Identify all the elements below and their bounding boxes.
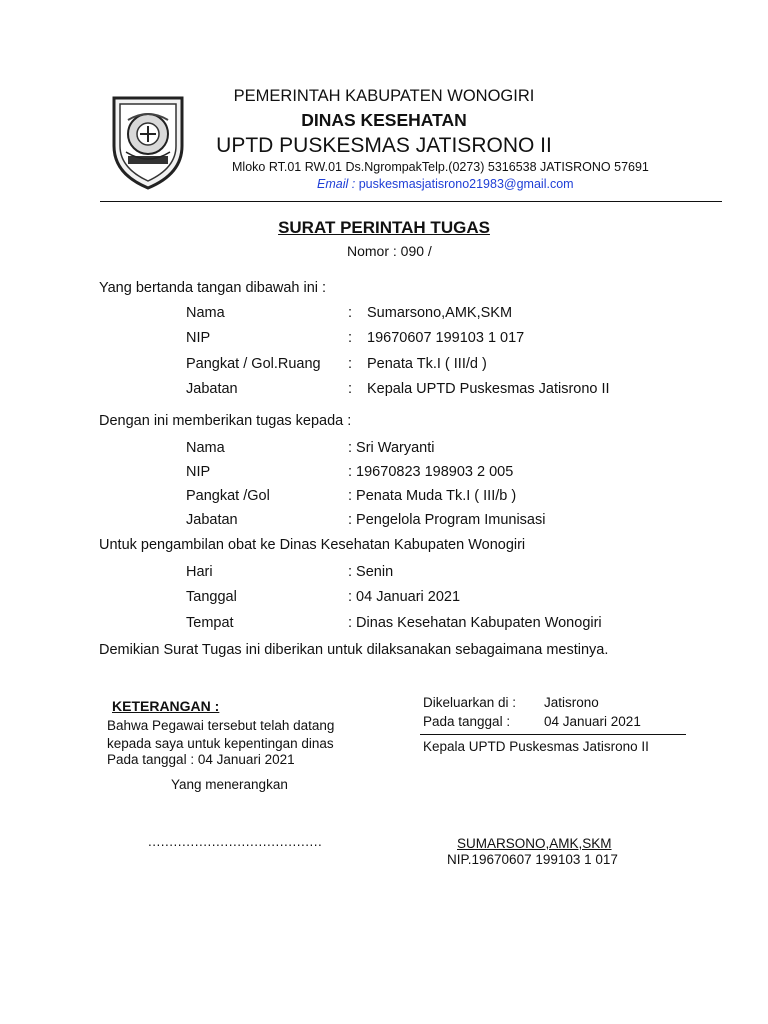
schedule-day-label: Hari xyxy=(186,564,213,580)
keterangan-line-4: Yang menerangkan xyxy=(171,777,288,792)
issued-place-label: Dikeluarkan di : xyxy=(423,695,517,710)
signer-nip-value: 19670607 199103 1 017 xyxy=(367,330,525,346)
signer-rank-label: Pangkat / Gol.Ruang xyxy=(186,356,321,372)
signer-name-value: Sumarsono,AMK,SKM xyxy=(367,305,513,321)
header-address: Mloko RT.01 RW.01 Ds.NgrompakTelp.(0273) 5316538 JATISRONO 57691 xyxy=(232,160,649,174)
keterangan-title: KETERANGAN : xyxy=(112,698,220,714)
letter-title: SURAT PERINTAH TUGAS xyxy=(278,218,490,237)
assignee-intro: Dengan ini memberikan tugas kepada : xyxy=(99,413,352,429)
signer-rank-value: Penata Tk.I ( III/d ) xyxy=(367,356,487,372)
signer-name-label: Nama xyxy=(186,305,225,321)
signer-position-colon: : xyxy=(348,381,353,397)
schedule-date-label: Tanggal xyxy=(186,589,237,605)
assignee-rank-value: : Penata Muda Tk.I ( III/b ) xyxy=(348,488,517,504)
assignee-rank-label: Pangkat /Gol xyxy=(186,488,270,504)
keterangan-signature-dots: ......................................... xyxy=(148,834,323,849)
keterangan-line-3: Pada tanggal : 04 Januari 2021 xyxy=(107,752,295,767)
assignee-position-label: Jabatan xyxy=(186,512,238,528)
signer-rank-colon: : xyxy=(348,356,353,372)
letter-number: Nomor : 090 / xyxy=(347,243,432,259)
header-email-row xyxy=(317,177,574,191)
issued-divider xyxy=(420,734,686,735)
signer-position-value: Kepala UPTD Puskesmas Jatisrono II xyxy=(367,381,610,397)
signer-position-label: Jabatan xyxy=(186,381,238,397)
assignee-name-value: : Sri Waryanti xyxy=(348,440,435,456)
signer-nip-label: NIP xyxy=(186,330,211,346)
issued-date-label: Pada tanggal : xyxy=(423,714,511,729)
keterangan-line-1: Bahwa Pegawai tersebut telah datang xyxy=(107,718,335,733)
header-institution: UPTD PUSKESMAS JATISRONO II xyxy=(216,134,552,157)
signer-intro: Yang bertanda tangan dibawah ini : xyxy=(99,280,327,296)
schedule-day-value: : Senin xyxy=(348,564,394,580)
signer-name-colon: : xyxy=(348,305,353,321)
header-government: PEMERINTAH KABUPATEN WONOGIRI xyxy=(233,87,535,105)
assignee-name-label: Nama xyxy=(186,440,225,456)
schedule-date-value: : 04 Januari 2021 xyxy=(348,589,461,605)
purpose-text: Untuk pengambilan obat ke Dinas Kesehatan Kabupaten Wonogiri xyxy=(99,537,526,553)
assignee-nip-value: : 19670823 198903 2 005 xyxy=(348,464,514,480)
assignee-nip-label: NIP xyxy=(186,464,211,480)
header-department: DINAS KESEHATAN xyxy=(301,110,467,130)
keterangan-line-2: kepada saya untuk kepentingan dinas xyxy=(107,736,334,751)
schedule-place-label: Tempat xyxy=(186,615,234,631)
header-divider xyxy=(100,201,722,202)
closing-text: Demikian Surat Tugas ini diberikan untuk dilaksanakan sebagaimana mestinya. xyxy=(99,642,609,658)
issued-position: Kepala UPTD Puskesmas Jatisrono II xyxy=(423,739,649,754)
email-link[interactable]: puskesmasjatisrono21983@gmail.com xyxy=(358,177,574,191)
signer-nip-colon: : xyxy=(348,330,353,346)
assignee-position-value: : Pengelola Program Imunisasi xyxy=(348,512,546,528)
email-label: Email : xyxy=(317,177,356,191)
issued-place-value: Jatisrono xyxy=(544,695,599,710)
schedule-place-value: : Dinas Kesehatan Kabupaten Wonogiri xyxy=(348,615,602,631)
issued-date-value: 04 Januari 2021 xyxy=(544,714,641,729)
signatory-nip: NIP.19670607 199103 1 017 xyxy=(447,852,618,867)
signatory-name: SUMARSONO,AMK,SKM xyxy=(457,836,612,851)
